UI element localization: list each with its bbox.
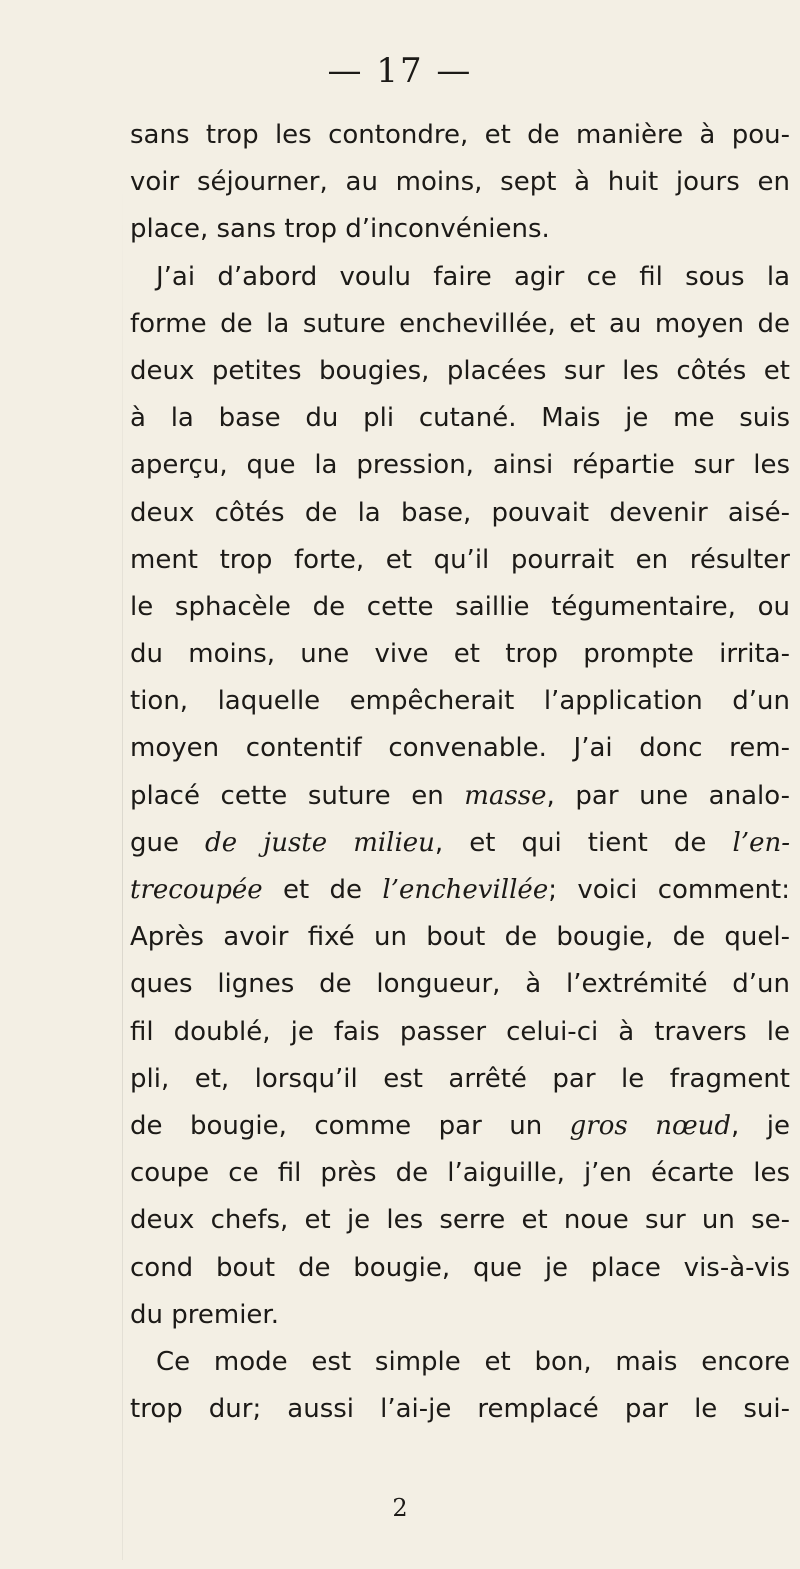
text-line: place, sans trop d’inconvéniens. bbox=[130, 214, 550, 245]
text-line: pli, et, lorsqu’il est arrêté par le fragment bbox=[130, 1063, 790, 1094]
text-line bbox=[130, 1103, 790, 1150]
text-line: tion, laquelle empêcherait l’application d’un bbox=[130, 686, 790, 717]
text-line: du premier. bbox=[130, 1299, 279, 1330]
text-line: Après avoir fixé un bout de bougie, de quel- bbox=[130, 922, 790, 953]
signature-mark: 2 bbox=[392, 1494, 408, 1522]
text-line: coupe ce fil près de l’aiguille, j’en écarte les bbox=[130, 1158, 790, 1189]
text-line: Ce mode est simple et bon, mais encore bbox=[156, 1346, 790, 1377]
text-line: le sphacèle de cette saillie tégumentaire, ou bbox=[130, 591, 790, 622]
text-run: , je bbox=[731, 1110, 790, 1141]
text-line: sans trop les contondre, et de manière à pou- bbox=[130, 120, 790, 150]
text-run: placé cette suture en bbox=[130, 780, 465, 811]
text-line: deux côtés de la base, pouvait devenir aisé- bbox=[130, 497, 790, 528]
text-line: deux petites bougies, placées sur les côtés et bbox=[130, 355, 790, 386]
text-line: cond bout de bougie, que je place vis-à-vis bbox=[130, 1252, 790, 1283]
text-line: ment trop forte, et qu’il pourrait en résulter bbox=[130, 544, 790, 575]
text-line: J’ai d’abord voulu faire agir ce fil sous la bbox=[156, 261, 790, 292]
text-line: deux chefs, et je les serre et noue sur un se- bbox=[130, 1205, 790, 1236]
text-line: fil doublé, je fais passer celui-ci à travers le bbox=[130, 1016, 790, 1047]
text-line: moyen contentif convenable. J’ai donc rem- bbox=[130, 733, 790, 764]
text-line: ques lignes de longueur, à l’extrémité d’un bbox=[130, 969, 790, 1000]
text-line: aperçu, que la pression, ainsi répartie sur les bbox=[130, 450, 790, 481]
italic-term: de juste milieu bbox=[205, 827, 435, 858]
italic-term: gros nœud bbox=[569, 1110, 732, 1141]
text-run: de bougie, comme par un bbox=[130, 1110, 570, 1141]
text-line bbox=[130, 773, 790, 820]
text-line: du moins, une vive et trop prompte irrita- bbox=[130, 639, 790, 670]
text-line: trop dur; aussi l’ai-je remplacé par le sui- bbox=[130, 1394, 790, 1425]
page-gutter bbox=[122, 180, 123, 1560]
text-run: ; voici comment: bbox=[548, 875, 790, 905]
italic-term: l’enchevillée bbox=[382, 875, 549, 905]
text-line bbox=[130, 820, 790, 867]
text-run: , par une analo- bbox=[546, 780, 790, 811]
text-run: , et qui tient de bbox=[434, 827, 733, 858]
italic-term: trecoupée bbox=[130, 875, 263, 905]
page-header: — 17 — bbox=[327, 51, 473, 91]
text-line: à la base du pli cutané. Mais je me suis bbox=[130, 403, 790, 434]
text-line: forme de la suture enchevillée, et au moyen de bbox=[130, 308, 790, 339]
italic-term: l’en- bbox=[732, 827, 790, 858]
text-run: gue bbox=[130, 827, 206, 858]
text-run: et de bbox=[262, 875, 383, 905]
text-line bbox=[130, 867, 790, 914]
text-line: voir séjourner, au moins, sept à huit jours en bbox=[130, 167, 790, 198]
page-body bbox=[130, 112, 790, 1433]
italic-term: masse bbox=[464, 780, 547, 811]
